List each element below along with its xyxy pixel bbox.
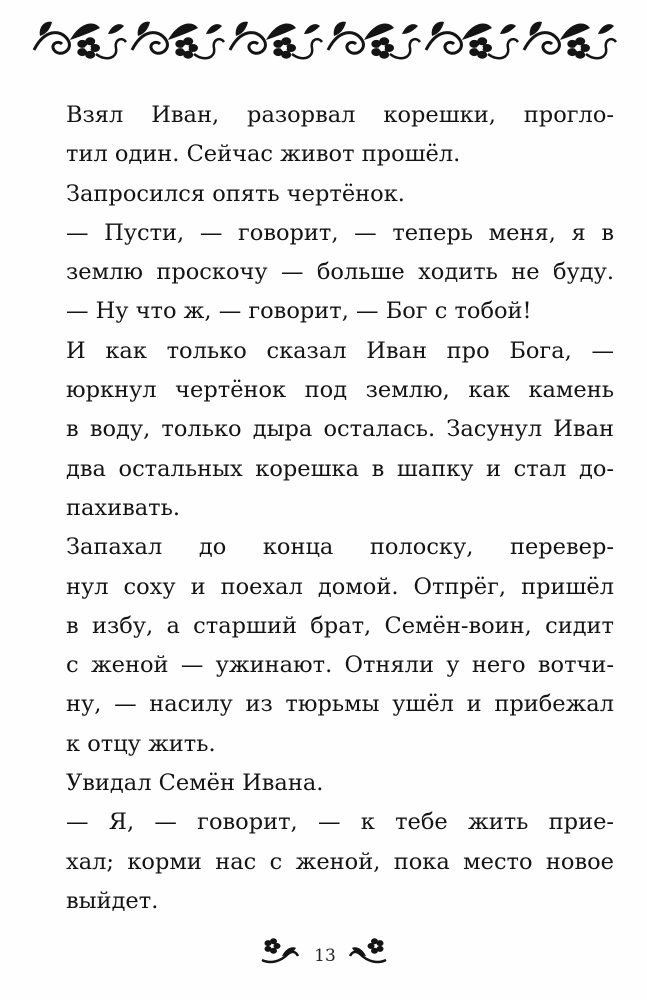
- ornament-motif: [230, 22, 322, 59]
- ornament-motif: [132, 22, 224, 59]
- page-number: 13: [314, 946, 336, 966]
- text-line: в избу, а старший брат, Семён-воин, сидит: [66, 612, 614, 639]
- text-line: к отцу жить.: [66, 730, 216, 757]
- text-line: нул соху и поехал домой. Отпрёг, пришёл: [66, 573, 614, 600]
- text-line: тил один. Сейчас живот прошёл.: [66, 141, 461, 168]
- ornament-motif: [34, 22, 126, 59]
- text-line: юркнул чертёнок под землю, как камень: [66, 377, 614, 404]
- text-line: Запахал до конца полоску, перевер-: [66, 534, 614, 561]
- text-line: в воду, только дыра осталась. Засунул Иван: [66, 416, 614, 443]
- text-line: Взял Иван, разорвал корешки, прогло-: [66, 102, 614, 128]
- text-line: И как только сказал Иван про Бога, —: [66, 337, 614, 364]
- text-line: — Ну что ж, — говорит, — Бог с тобой!: [66, 298, 532, 325]
- page-body-text: [66, 96, 614, 921]
- text-line: пахивать.: [66, 494, 181, 521]
- floral-vine-border-icon: [30, 10, 620, 68]
- flower-sprig-icon: [350, 938, 386, 962]
- text-line: с женой — ужинают. Отняли у него вотчи-: [66, 652, 614, 679]
- text-line: два остальных корешка в шапку и стал до-: [66, 455, 614, 482]
- flower-sprig-icon: [262, 938, 298, 962]
- ornament-motif: [426, 22, 518, 59]
- text-line: — Я, — говорит, — к тебе жить прие-: [66, 809, 614, 836]
- text-line: ну, — насилу из тюрьмы ушёл и прибежал: [66, 691, 614, 718]
- text-line: выйдет.: [66, 887, 159, 914]
- text-line: — Пусти, — говорит, — теперь меня, я в: [66, 219, 614, 246]
- text-line: хал; корми нас с женой, пока место новое: [66, 848, 614, 875]
- text-line: землю проскочу — больше ходить не буду.: [66, 259, 614, 286]
- text-line: Увидал Семён Ивана.: [66, 770, 324, 797]
- text-line: Запросился опять чертёнок.: [66, 180, 405, 207]
- ornament-motif: [524, 22, 616, 59]
- ornament-motif: [328, 22, 420, 59]
